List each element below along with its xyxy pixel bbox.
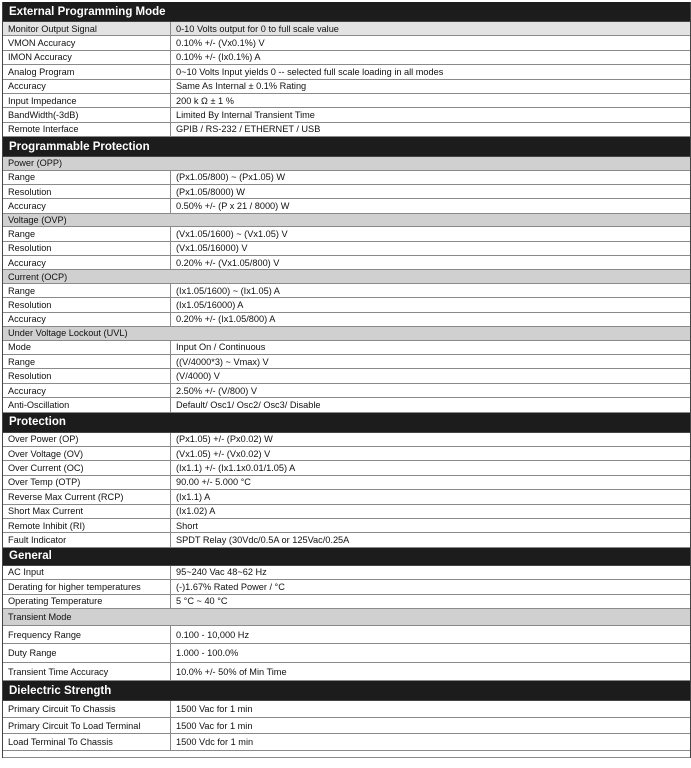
spec-value: (Px1.05/8000) W [176, 186, 245, 197]
spec-value: 10.0% +/- 50% of Min Time [176, 666, 287, 677]
spec-value: 0-10 Volts output for 0 to full scale value [176, 23, 339, 34]
spec-value: 5 °C ~ 40 °C [176, 596, 228, 607]
spec-value: (Vx1.05) +/- (Vx0.02) V [176, 448, 271, 459]
spec-value: 0.10% +/- (Vx0.1%) V [176, 38, 265, 49]
spec-label: Reverse Max Current (RCP) [3, 490, 171, 503]
spec-value: (Ix1.05/16000) A [176, 300, 244, 311]
spec-row [3, 22, 690, 36]
spec-value: Same As Internal ± 0.1% Rating [176, 81, 307, 92]
spec-value: Short [176, 520, 198, 531]
group-label: Current (OCP) [3, 270, 690, 284]
section-header: External Programming Mode [3, 2, 690, 22]
spec-value: (Ix1.05/1600) ~ (Ix1.05) A [176, 285, 280, 296]
spec-label: Resolution [3, 185, 171, 198]
spec-label: Frequency Range [3, 626, 171, 644]
spec-row [3, 533, 690, 547]
spec-label: Derating for higher temperatures [3, 580, 171, 593]
spec-row [3, 227, 690, 241]
spec-row [3, 595, 690, 609]
spec-value: 0.20% +/- (Ix1.05/800) A [176, 314, 276, 325]
spec-value: 1.000 - 100.0% [176, 648, 239, 659]
group-label: Under Voltage Lockout (UVL) [3, 327, 690, 341]
spec-table [2, 2, 691, 758]
spec-label: Accuracy [3, 80, 171, 93]
spec-value: (Vx1.05/1600) ~ (Vx1.05) V [176, 228, 288, 239]
spec-row [3, 384, 690, 398]
spec-label: Accuracy [3, 313, 171, 326]
spec-row [3, 433, 690, 447]
spec-value: 95~240 Vac 48~62 Hz [176, 567, 267, 578]
spec-row [3, 626, 690, 645]
spec-label: Input Impedance [3, 94, 171, 107]
section-header: Programmable Protection [3, 137, 690, 157]
spec-row [3, 313, 690, 327]
group-label: Voltage (OVP) [3, 214, 690, 228]
spec-value: 2.50% +/- (V/800) V [176, 385, 257, 396]
spec-label: Remote Interface [3, 123, 171, 136]
spec-row [3, 505, 690, 519]
table-end [3, 751, 690, 758]
spec-value: 200 k Ω ± 1 % [176, 95, 234, 106]
spec-value: 0~10 Volts Input yields 0 -- selected full scale loading in all modes [176, 66, 444, 77]
spec-value: 0.10% +/- (Ix0.1%) A [176, 52, 261, 63]
spec-value: Default/ Osc1/ Osc2/ Osc3/ Disable [176, 399, 321, 410]
spec-label: Operating Temperature [3, 595, 171, 608]
spec-label: Resolution [3, 298, 171, 311]
spec-row [3, 94, 690, 108]
spec-label: Over Voltage (OV) [3, 447, 171, 460]
spec-value: (Px1.05) +/- (Px0.02) W [176, 434, 273, 445]
spec-row [3, 341, 690, 355]
spec-label: Duty Range [3, 644, 171, 662]
spec-value: 1500 Vac for 1 min [176, 704, 253, 715]
spec-label: Range [3, 227, 171, 240]
spec-row [3, 519, 690, 533]
spec-value: 90.00 +/- 5.000 °C [176, 477, 251, 488]
spec-value: (Ix1.1) A [176, 491, 211, 502]
spec-label: Short Max Current [3, 505, 171, 518]
spec-row [3, 171, 690, 185]
spec-label: Anti-Oscillation [3, 398, 171, 411]
group-label: Transient Mode [3, 609, 690, 626]
spec-label: Over Current (OC) [3, 461, 171, 474]
spec-row [3, 663, 690, 682]
spec-row [3, 108, 690, 122]
group-label: Power (OPP) [3, 157, 690, 171]
spec-label: Accuracy [3, 384, 171, 397]
spec-label: Transient Time Accuracy [3, 663, 171, 681]
spec-label: Over Temp (OTP) [3, 476, 171, 489]
spec-value: (Vx1.05/16000) V [176, 243, 248, 254]
spec-value: 1500 Vac for 1 min [176, 720, 253, 731]
spec-label: Range [3, 171, 171, 184]
spec-row [3, 123, 690, 137]
spec-value: GPIB / RS-232 / ETHERNET / USB [176, 124, 321, 135]
spec-label: VMON Accuracy [3, 36, 171, 49]
spec-label: Monitor Output Signal [3, 22, 171, 35]
spec-value: (Px1.05/800) ~ (Px1.05) W [176, 172, 286, 183]
spec-row [3, 65, 690, 79]
spec-value: 0.20% +/- (Vx1.05/800) V [176, 257, 280, 268]
spec-row [3, 644, 690, 663]
spec-row [3, 355, 690, 369]
spec-row [3, 80, 690, 94]
spec-row [3, 398, 690, 412]
spec-row [3, 199, 690, 213]
spec-value: ((V/4000*3) ~ Vmax) V [176, 356, 269, 367]
spec-value: 1500 Vdc for 1 min [176, 737, 254, 748]
spec-row [3, 580, 690, 594]
spec-value: SPDT Relay (30Vdc/0.5A or 125Vac/0.25A [176, 535, 350, 546]
spec-label: Accuracy [3, 199, 171, 212]
spec-row [3, 447, 690, 461]
spec-value: (-)1.67% Rated Power / °C [176, 581, 285, 592]
spec-row [3, 734, 690, 751]
spec-label: IMON Accuracy [3, 51, 171, 64]
spec-row [3, 490, 690, 504]
spec-row [3, 566, 690, 580]
spec-label: Accuracy [3, 256, 171, 269]
spec-label: Mode [3, 341, 171, 354]
spec-row [3, 242, 690, 256]
spec-label: Resolution [3, 369, 171, 382]
spec-value: 0.100 - 10,000 Hz [176, 629, 250, 640]
section-header: Protection [3, 413, 690, 433]
section-header: Dielectric Strength [3, 681, 690, 701]
spec-label: Fault Indicator [3, 533, 171, 546]
spec-row [3, 51, 690, 65]
spec-label: Remote Inhibit (RI) [3, 519, 171, 532]
spec-label: Range [3, 284, 171, 297]
spec-label: Analog Program [3, 65, 171, 78]
spec-label: Over Power (OP) [3, 433, 171, 446]
spec-value: 0.50% +/- (P x 21 / 8000) W [176, 201, 290, 212]
spec-row [3, 36, 690, 50]
spec-row [3, 284, 690, 298]
spec-label: Range [3, 355, 171, 368]
spec-value: (Ix1.1) +/- (Ix1.1x0.01/1.05) A [176, 463, 296, 474]
spec-value: (Ix1.02) A [176, 506, 216, 517]
spec-row [3, 256, 690, 270]
spec-value: Limited By Internal Transient Time [176, 110, 315, 121]
spec-label: Primary Circuit To Chassis [3, 701, 171, 717]
spec-row [3, 476, 690, 490]
spec-value: (V/4000) V [176, 371, 220, 382]
spec-row [3, 298, 690, 312]
spec-row [3, 718, 690, 735]
spec-row [3, 185, 690, 199]
spec-label: Resolution [3, 242, 171, 255]
spec-row [3, 461, 690, 475]
spec-value: Input On / Continuous [176, 342, 266, 353]
spec-label: Load Terminal To Chassis [3, 734, 171, 750]
section-header: General [3, 548, 690, 566]
spec-label: BandWidth(-3dB) [3, 108, 171, 121]
spec-row [3, 369, 690, 383]
spec-label: AC Input [3, 566, 171, 579]
spec-label: Primary Circuit To Load Terminal [3, 718, 171, 734]
spec-row [3, 701, 690, 718]
